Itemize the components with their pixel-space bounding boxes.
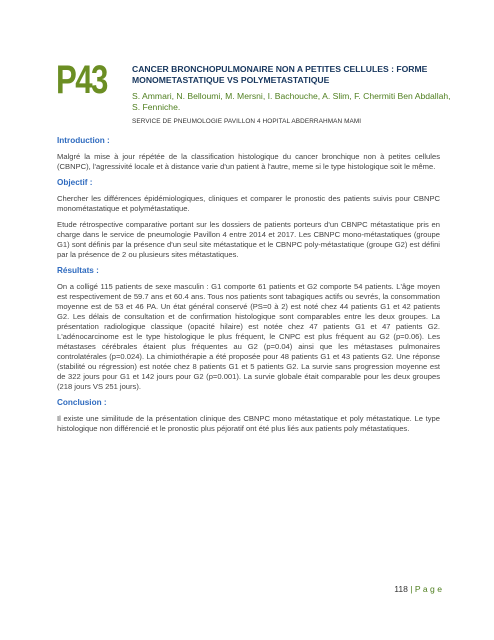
affiliation: SERVICE DE PNEUMOLOGIE PAVILLON 4 HOPITAL ABDERRAHMAN MAMI	[132, 118, 362, 125]
page-word: P a g e	[414, 584, 442, 594]
poster-code: P43	[56, 58, 107, 102]
page-number: 118	[394, 584, 408, 594]
intro-text: Malgré la mise à jour répétée de la classification histologique du cancer bronchique non à petites cellules (CBNPC), l'agressivité locale et à distance varie d'un patient à l'autre, meme si le type histologique soit le même.	[57, 152, 440, 171]
conclusion-text: Il existe une similitude de la présentation clinique des CBNPC mono métastatique et poly métastatique. Le type histologique non différencié et le pronostic plus péjoratif ont été plus liés aux patients poly métastatiques.	[57, 414, 440, 433]
page-footer	[394, 584, 442, 594]
article-header	[132, 64, 452, 125]
resultats-heading: Résultats :	[57, 266, 99, 275]
objectif-heading: Objectif :	[57, 178, 93, 187]
conclusion-heading: Conclusion :	[57, 398, 107, 407]
article-body	[57, 136, 440, 440]
resultats-text: On a colligé 115 patients de sexe masculin : G1 comporte 61 patients et G2 comporte 54 patients. L'âge moyen est respectivement de 59.7 ans et 60.4 ans. Tous nos patients sont tabagiques actifs ou sevrés, la consommation moyenne est de 53 et 46 PA. Un état général conservé (PS=0 à 2) est noté chez 44 patients G1 et 42 patients G2. Les délais de consultation et de confirmation histologique sont comparables entre les deux groupes. La présentation radiologique classique (opacité hilaire) est notée chez 47 patients G1 et 47 patients G2. L'adénocarcinome est le type histologique le plus fréquent, le CNPC est plus fréquent au G2 (p=0.06). Les métastases cérébrales étaient plus fréquentes au G2 (p=0.04) ainsi que les métastases pulmonaires controlatérales (p=0.024). La chimiothérapie a été proposée pour 48 patients G1 et 43 patients G2. Une réponse (stabilité ou régression) est notée chez 8 patients G1 et 5 patients G2. La survie sans progression moyenne est de 322 jours pour G1 et 142 jours pour G2 (p=0.001). La survie globale était comparable pour les deux groupes (218 jours VS 251 jours).	[57, 282, 440, 391]
footer-separator: |	[410, 584, 413, 594]
author-list: S. Ammari, N. Belloumi, M. Mersni, I. Bachouche, A. Slim, F. Chermiti Ben Abdallah, S. Fenniche.	[132, 91, 451, 112]
objectif-text: Chercher les différences épidémiologiques, cliniques et comparer le pronostic des patients suivis pour CBNPC monométastatique et polymétastatique.	[57, 194, 440, 213]
intro-heading: Introduction :	[57, 136, 110, 145]
methods-text: Etude rétrospective comparative portant sur les dossiers de patients porteurs d'un CBNPC métastatique pris en charge dans le service de pneumologie Pavillon 4 entre 2014 et 2017. Les CBNPC mono-métastatiques (groupe G1) sont définis par la présence d'un seul site métastatique et le CBNPC poly-métastatique (groupe G2) est défini par la présence de 2 ou plusieurs sites métastatiques.	[57, 220, 440, 259]
article-title: CANCER BRONCHOPULMONAIRE NON A PETITES CELLULES : FORME MONOMETASTATIQUE VS POLYMETASTATIQUE	[132, 64, 428, 85]
